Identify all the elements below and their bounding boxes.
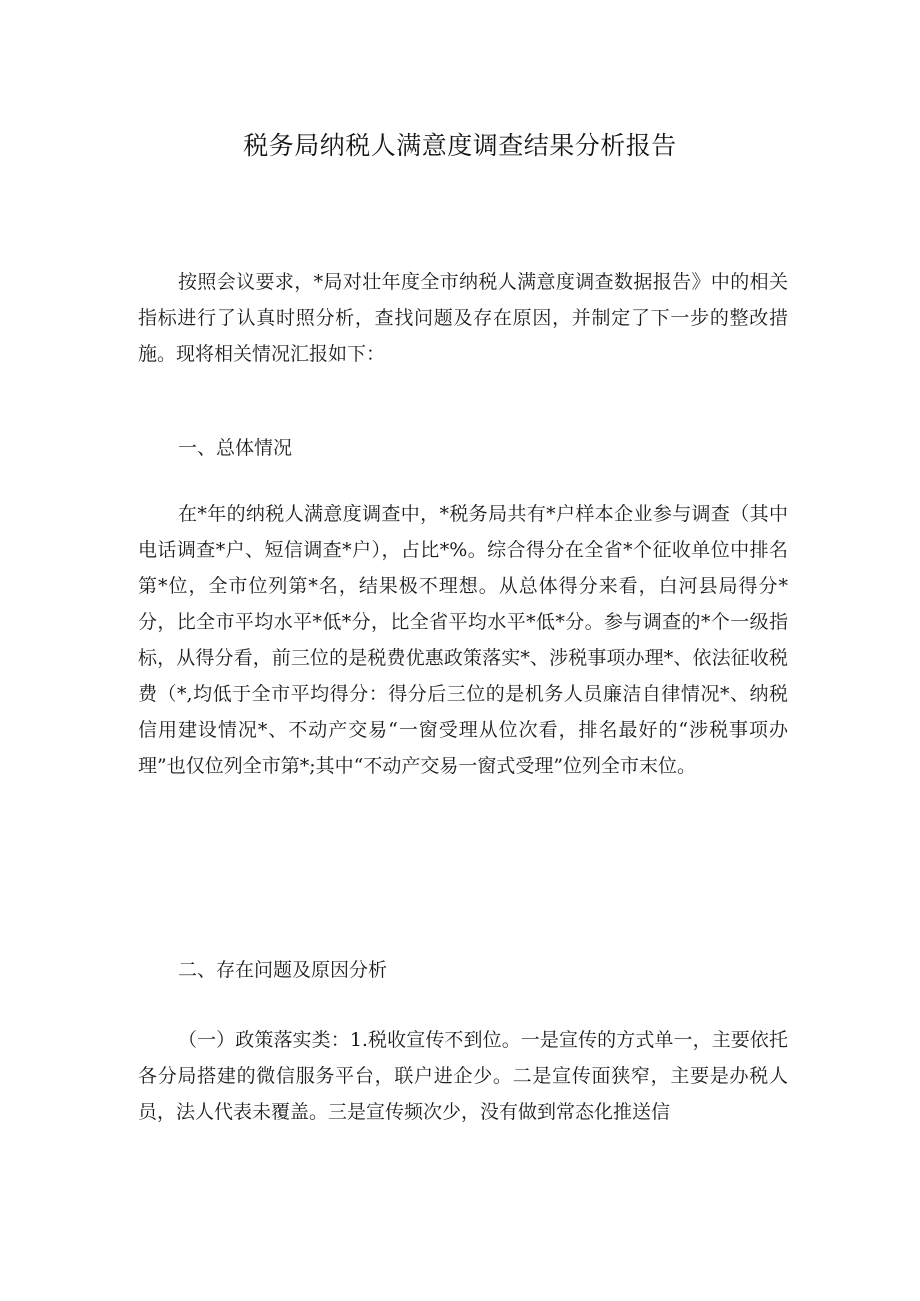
- policy-paragraph: [138, 1022, 788, 1130]
- overview-paragraph: 在*年的纳税人满意度调查中，*税务局共有*户样本企业参与调查（其中电话调查*户、短信调查*户），占比*%。综合得分在全省*个征收单位中排名第*位，全市位列第*名，结果极不理想。从总体得分来看，白河县局得分*分，比全市平均水平*低*分，比全省平均水平*低*分。参与调查的*个一级指标，从得分看，前三位的是税费优惠政策落实*、涉税事项办理*、依法征收税费（*,均低于全市平均得分：得分后三位的是机务人员廉洁自律情况*、纳税信用建设情况*、不动产交易“一窗受理从位次看，排名最好的“涉税事项办理”也仅位列全市第*;其中“不动产交易一窗式受理”位列全市末位。: [138, 503, 788, 777]
- section-one-heading: 一、总体情况: [178, 437, 293, 459]
- intro-paragraph: 按照会议要求，*局对壮年度全市纳税人满意度调查数据报告》中的相关指标进行了认真时照分析，查找问题及存在原因，并制定了下一步的整改措施。现将相关情况汇报如下：: [138, 271, 788, 365]
- policy-subsection-label: （一）: [178, 1029, 236, 1051]
- document-title: 税务局纳税人满意度调查结果分析报告: [243, 131, 677, 160]
- policy-paragraph-text: 政策落实类：1.税收宣传不到位。一是宣传的方式单一，主要依托各分局搭建的微信服务平台，联户进企少。二是宣传面狭窄，主要是办税人员，法人代表未覆盖。三是宣传频次少，没有做到常态化推送信: [138, 1029, 788, 1123]
- section-two-heading: 二、存在问题及原因分析: [178, 959, 388, 981]
